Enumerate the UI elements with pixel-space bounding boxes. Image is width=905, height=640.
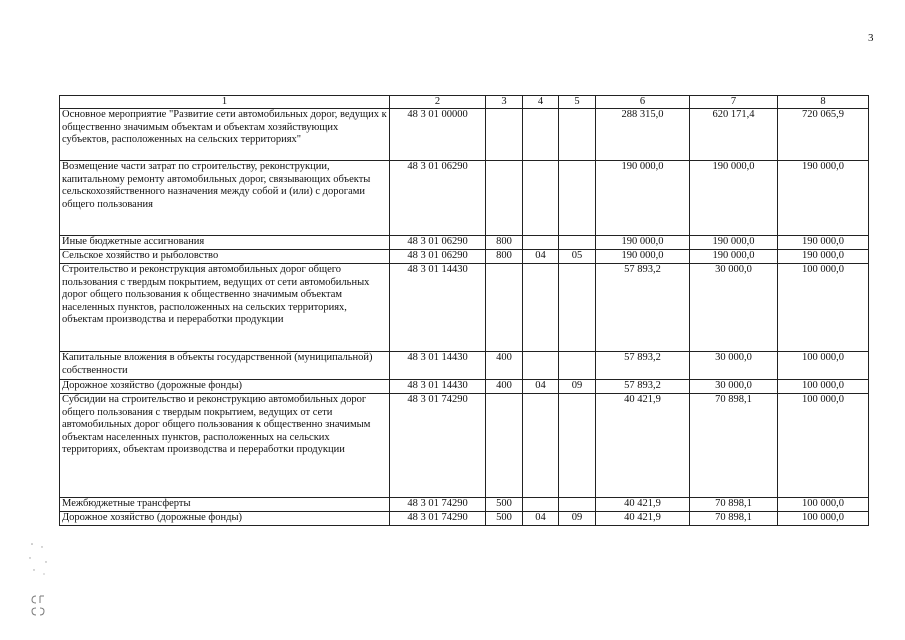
scan-scribble (32, 596, 44, 615)
row-value-7: 620 171,4 (690, 109, 778, 161)
row-name: Капитальные вложения в объекты государственной (муниципальной) собственности (60, 352, 390, 380)
row-vr (486, 161, 523, 236)
row-rz (523, 352, 559, 380)
row-name: Дорожное хозяйство (дорожные фонды) (60, 512, 390, 526)
scan-dots (29, 543, 46, 574)
row-value-7: 190 000,0 (690, 161, 778, 236)
row-pr (559, 161, 596, 236)
row-value-6: 190 000,0 (596, 250, 690, 264)
row-rz (523, 161, 559, 236)
table-row (60, 498, 869, 512)
row-value-6: 57 893,2 (596, 352, 690, 380)
row-value-8: 100 000,0 (778, 498, 869, 512)
row-code: 48 3 01 14430 (390, 352, 486, 380)
row-name: Строительство и реконструкция автомобильных дорог общего пользования с твердым покрытием, ведущих от сети автомобильных дорог общего пользования к общественно значимым объектам населенных пунктов, расположенных на сельских территориях, объектам производства и переработки продукции (60, 264, 390, 352)
row-pr (559, 352, 596, 380)
row-name: Основное мероприятие "Развитие сети автомобильных дорог, ведущих к общественно значимым объектам и объектам хозяйствующих субъектов, расположенных на сельских территориях" (60, 109, 390, 161)
row-value-8: 720 065,9 (778, 109, 869, 161)
row-value-6: 40 421,9 (596, 394, 690, 498)
row-vr (486, 109, 523, 161)
row-pr (559, 236, 596, 250)
row-value-7: 70 898,1 (690, 512, 778, 526)
row-vr: 400 (486, 352, 523, 380)
column-header: 4 (523, 96, 559, 109)
row-pr (559, 394, 596, 498)
row-rz (523, 264, 559, 352)
row-rz (523, 394, 559, 498)
row-value-8: 190 000,0 (778, 250, 869, 264)
row-rz (523, 109, 559, 161)
column-header: 8 (778, 96, 869, 109)
table-row (60, 380, 869, 394)
table-row (60, 394, 869, 498)
row-vr (486, 264, 523, 352)
row-code: 48 3 01 74290 (390, 498, 486, 512)
row-value-6: 57 893,2 (596, 264, 690, 352)
row-value-6: 190 000,0 (596, 236, 690, 250)
row-pr (559, 498, 596, 512)
row-rz (523, 236, 559, 250)
column-header: 2 (390, 96, 486, 109)
row-code: 48 3 01 14430 (390, 264, 486, 352)
row-value-8: 100 000,0 (778, 512, 869, 526)
page-number: 3 (868, 32, 874, 44)
row-pr (559, 264, 596, 352)
row-rz (523, 498, 559, 512)
row-value-6: 190 000,0 (596, 161, 690, 236)
row-value-8: 100 000,0 (778, 352, 869, 380)
row-value-8: 100 000,0 (778, 380, 869, 394)
row-value-8: 100 000,0 (778, 394, 869, 498)
scan-artifact-marks (26, 540, 56, 620)
row-vr: 400 (486, 380, 523, 394)
row-code: 48 3 01 06290 (390, 236, 486, 250)
row-value-6: 288 315,0 (596, 109, 690, 161)
row-pr (559, 109, 596, 161)
row-value-8: 190 000,0 (778, 161, 869, 236)
row-value-8: 190 000,0 (778, 236, 869, 250)
row-code: 48 3 01 14430 (390, 380, 486, 394)
row-rz: 04 (523, 250, 559, 264)
table-row (60, 250, 869, 264)
row-pr: 05 (559, 250, 596, 264)
row-vr: 500 (486, 498, 523, 512)
row-name: Иные бюджетные ассигнования (60, 236, 390, 250)
row-value-7: 30 000,0 (690, 380, 778, 394)
row-code: 48 3 01 06290 (390, 250, 486, 264)
row-pr: 09 (559, 512, 596, 526)
table-row (60, 352, 869, 380)
row-vr (486, 394, 523, 498)
table-row (60, 264, 869, 352)
row-value-7: 30 000,0 (690, 264, 778, 352)
row-code: 48 3 01 74290 (390, 512, 486, 526)
column-header: 7 (690, 96, 778, 109)
row-value-7: 190 000,0 (690, 236, 778, 250)
row-value-6: 40 421,9 (596, 498, 690, 512)
column-header: 1 (60, 96, 390, 109)
row-value-8: 100 000,0 (778, 264, 869, 352)
row-name: Дорожное хозяйство (дорожные фонды) (60, 380, 390, 394)
row-vr: 800 (486, 236, 523, 250)
row-value-6: 40 421,9 (596, 512, 690, 526)
column-header: 3 (486, 96, 523, 109)
row-value-7: 30 000,0 (690, 352, 778, 380)
table-header-row (60, 96, 869, 109)
row-name: Субсидии на строительство и реконструкцию автомобильных дорог общего пользования с твердым покрытием, ведущих от сети автомобильных дорог общего пользования к общественно значимым объектам населенных пунктов, расположенных на сельских территориях, объектам производства и переработки продукции (60, 394, 390, 498)
table-row (60, 236, 869, 250)
row-rz: 04 (523, 380, 559, 394)
budget-table (59, 95, 869, 526)
column-header: 6 (596, 96, 690, 109)
row-name: Межбюджетные трансферты (60, 498, 390, 512)
row-code: 48 3 01 74290 (390, 394, 486, 498)
row-pr: 09 (559, 380, 596, 394)
row-name: Сельское хозяйство и рыболовство (60, 250, 390, 264)
table-row (60, 161, 869, 236)
table-row (60, 109, 869, 161)
column-header: 5 (559, 96, 596, 109)
row-code: 48 3 01 06290 (390, 161, 486, 236)
row-code: 48 3 01 00000 (390, 109, 486, 161)
row-name: Возмещение части затрат по строительству, реконструкции, капитальному ремонту автомобильных дорог, связывающих объекты сельскохозяйственного назначения между собой и (или) с дорогами общего пользования (60, 161, 390, 236)
row-value-7: 190 000,0 (690, 250, 778, 264)
table-row (60, 512, 869, 526)
row-value-7: 70 898,1 (690, 394, 778, 498)
row-rz: 04 (523, 512, 559, 526)
row-value-7: 70 898,1 (690, 498, 778, 512)
row-vr: 800 (486, 250, 523, 264)
row-vr: 500 (486, 512, 523, 526)
row-value-6: 57 893,2 (596, 380, 690, 394)
